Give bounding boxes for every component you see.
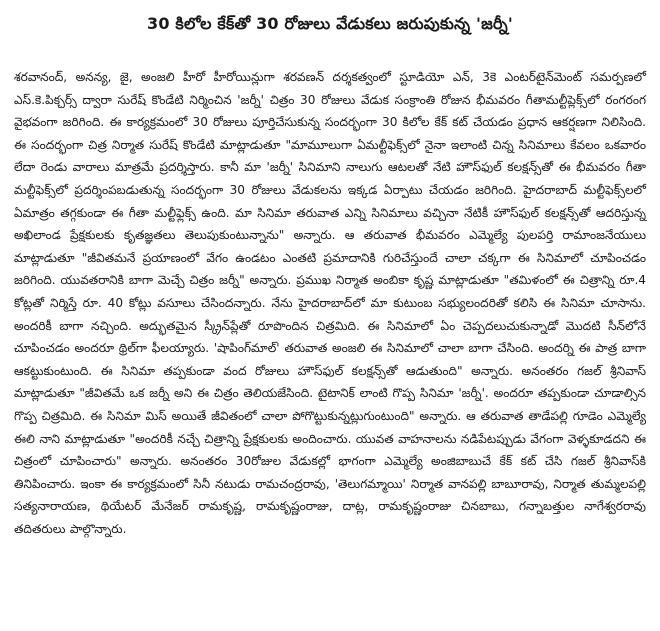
article-headline: 30 కిలోల కేక్‌తో 30 రోజులు వేడుకలు జరుపుకున్న 'జర్నీ' (146, 14, 513, 33)
article-body: శర‌వానంద్, అనన్య, జై, అంజలి హీరో హీరోయిన్లుగా శరవణన్ దర్శకత్వంలో స్టూడియో ఎన్, 3కె ఎంటర్‌టైన్‌మెంట్ సమర్పణలో ఎస్.కె.పిక్చర్స్ ద్వారా సురేష్ కొండేటి నిర్మించిన 'జర్నీ' చిత్రం 30 రోజులు వేడుక సంక్రాంతి రోజున భీమవరం గీతామల్టీప్లెక్స్‌లో రంగరంగ వైభవంగా జరిగింది. ఈ కార్యక్రమంలో 30 రోజులు పూర్తిచేసుకున్న సందర్భంగా 30 కిలోల కేక్ కట్ చేయడం ప్రధాన ఆకర్షణగా నిలిసింది. ఈ సందర్భంగా చిత్ర నిర్మాత సురేష్ కొండేటి మాట్లాడుతూ "మామూలుగా ఏమల్టీఫెక్స్‌లో నైనా ఇలాంటి చిన్న సినిమాలు కేవలం ఒకవారం లేదా రెండు వారాలు మాత్రమే ప్రదర్శిస్తారు. కానీ మా 'జర్నీ' సినిమాని నాలుగు ఆటలతో నేటి హౌస్‌ఫుల్ కలక్షన్స్‌తో ఈ భీమవరం గీతా మల్టీఫెక్స్‌లో ప్రదర్శింపబడుతున్న సందర్భంగా 30 రోజులు వేడుకలను ఇక్కడ ఏర్పాటు చేయడం జరిగింది. హైదరాబాద్ మల్టీఫెక్స్‌లలో ఏమాత్రం తగ్గకుండా ఈ గీతా మల్టీఫ్లెక్స్ ఉంది. మా సినిమా తరువాత ఎన్ని సినిమాలు వచ్చినా నేటికీ హౌస్‌ఫుల్ కలక్షన్స్‌తో ఆదరిస్తున్న అఖిలాండ ప్రేక్షకులకు కృతజ్ఞతలు తెలుపుకుంటున్నాను" అన్నారు. ఆ తరువాత భీమవరం ఎమ్మెల్యే పులపర్తి రామాంజనేయులు మాట్లాడుతూ "జీవితమనే ప్రయాణంలో వేగం ఉండటం ఎంతటి ప్రమాదానికి గురిచేస్తుందే చాలా చక్కగా ఈ సినిమాలో చూపించడం జరిగింది. యువతరానికి బాగా మెచ్చే చిత్రం జర్నీ" అన్నారు. ప్రముఖ నిర్మాత అంబికా కృష్ణ మాట్లాడుతూ "తమిళంలో ఈ చిత్రాన్ని రూ.4 కోట్లతో నిర్మిస్తే రూ. 40 కోట్లు వసూలు చేసిందన్నారు. నేను హైదరాబాద్‌లో మా కుటుంబ సభ్యులందరితో కలిసి ఈ సినిమా చూసాను. అందరికీ బాగా నచ్చింది. అద్భుతమైన స్క్రీన్‌ప్లేతో రూపొందిన చిత్రమిది. ఈ సినిమాలో ఏం చెప్పదలుచుకున్నాడో మొదటి సీన్‌లోనే చూపించడం అందరూ థ్రిల్‌గా ఫీలయ్యారు. 'షాపింగ్‌మాల్' తరువాత అంజలి ఈ సినిమాలో చాలా బాగా చేసింది. అందర్ని ఈ పాత్ర బాగా ఆకట్టుకుంటుంది. ఈ సినిమా తప్పకుండా వంద రోజులు హౌస్‌ఫుల్ కలక్షన్స్‌తో ఆడుతుంది" అన్నారు. అనంతరం గజల్ శ్రీనివాస్ మాట్లాడుతూ "జీవితమే ఒక జర్నీ అని ఈ చిత్రం తెలియజేసింది. టైటానిక్ లాంటి గొప్ప సినిమా 'జర్నీ'. అందరూ తప్పకుండా చూడాల్సిన గొప్ప చిత్రమిది. ఈ సినిమా మిస్ అయితే జీవితంలో చాలా పోగొట్టుకున్నట్లుగుంటుంది" అన్నారు. ఆ తరువాత తాడేపల్లి గూడెం ఎమ్మెల్యే ఈలి నాని మాట్లాడుతూ "అందరికీ నచ్చే చిత్రాన్ని ప్రేక్షకులకు అందించారు. యువత వాహనాలను నడిపేటప్పుడు వేగంగా వెళ్ళకూడదని ఈ చిత్రంలో చూపించారు" అన్నారు. అనంతరం 30రోజుల వేడుకల్లో భాగంగా ఎమ్మెల్యే అంజిబాబుచే కేక్ కట్ చేసి గజల్ శ్రీనివాస్‌కి తినిపించారు. ఇంకా ఈ కార్యక్రమంలో సినీ నటుడు రామచంద్రరావు, 'తెలుగమ్మాయి' నిర్మాత వానపల్లి బాబూరావు, నిర్మాత తుమ్మలపల్లి సత్యనారాయణ, థియేటర్ మేనేజర్ రామకృష్ణ, రామకృష్ణంరాజు, దాట్ల, రామకృష్ణంరాజు చినబాబు, గన్నాబత్తుల నాగేశ్వరరావు తదితరులు పాల్గొన్నారు. (14, 70, 647, 536)
